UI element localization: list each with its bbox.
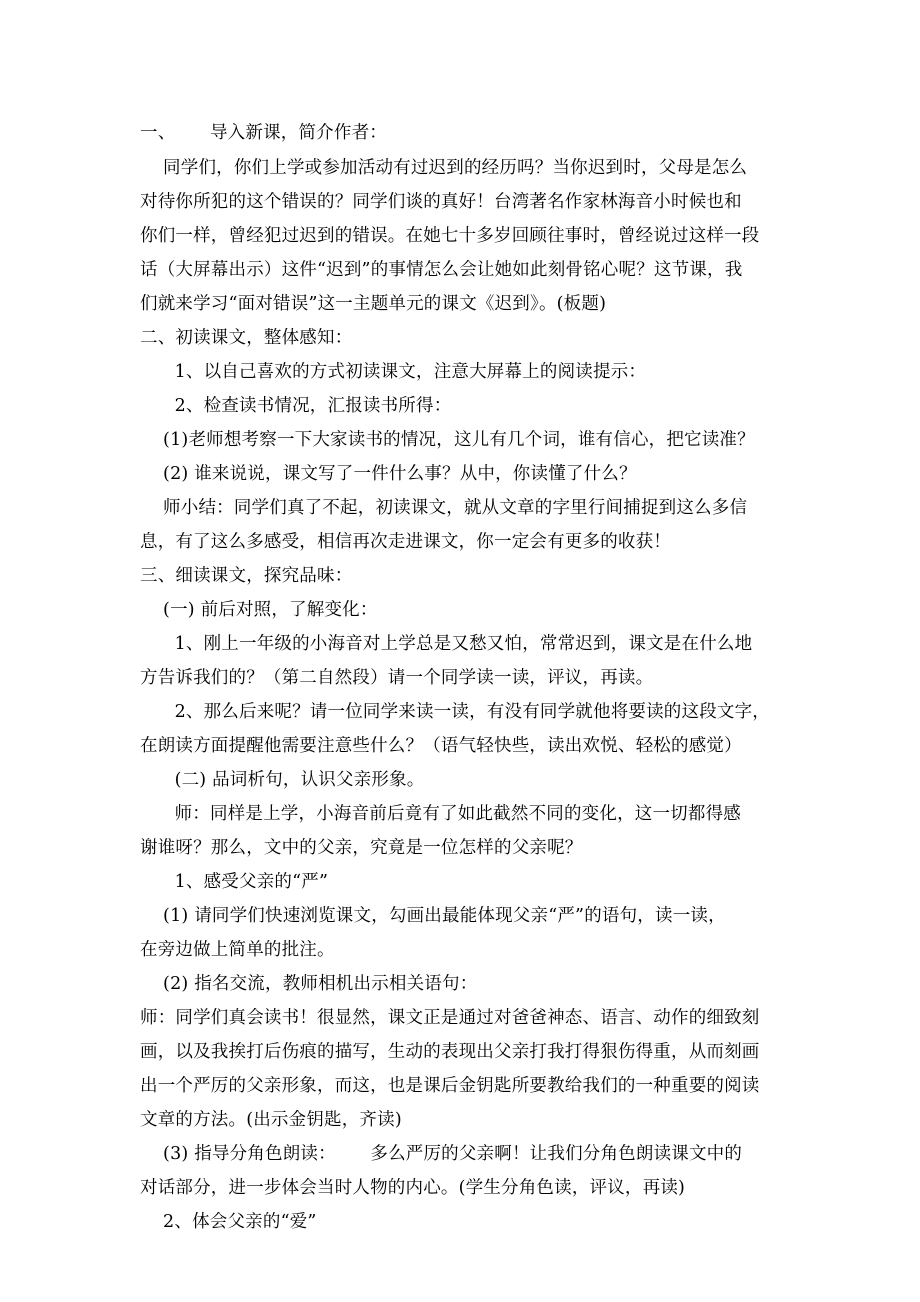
section-heading-1: 一、 导入新课，简介作者： bbox=[140, 123, 387, 143]
list-item: 2、检查读书情况，汇报读书所得： bbox=[140, 396, 452, 416]
list-item: (1)老师想考察一下大家读书的情况，这儿有几个词，谁有信心，把它读准？ bbox=[140, 430, 755, 450]
paragraph-line: 方告诉我们的？（第二自然段）请一个同学读一读，评议，再读。 bbox=[140, 668, 654, 688]
paragraph-line: 谢谁呀？那么，文中的父亲，究竟是一位怎样的父亲呢？ bbox=[140, 838, 583, 858]
paragraph-line: 出一个严厉的父亲形象，而这，也是课后金钥匙所要教给我们的一种重要的阅读 bbox=[140, 1076, 760, 1096]
paragraph-line: 同学们，你们上学或参加活动有过迟到的经历吗？当你迟到时，父母是怎么 bbox=[140, 158, 748, 178]
paragraph-line: 息，有了这么多感受，相信再次走进课文，你一定会有更多的收获！ bbox=[140, 532, 671, 552]
section-heading-3: 三、细读课文，探究品味： bbox=[140, 566, 353, 586]
paragraph-line: 在旁边做上简单的批注。 bbox=[140, 940, 335, 960]
paragraph-line: 文章的方法。(出示金钥匙，齐读) bbox=[140, 1110, 402, 1130]
paragraph-line: 们就来学习“面对错误”这一主题单元的课文《迟到》。(板题) bbox=[140, 294, 607, 314]
paragraph-line: 师：同学们真会读书！很显然，课文正是通过对爸爸神态、语言、动作的细致刻 bbox=[140, 1008, 760, 1028]
list-item: 1、感受父亲的“严” bbox=[140, 872, 329, 892]
paragraph-line: 画，以及我挨打后伤痕的描写，生动的表现出父亲打我打得狠伤得重，从而刻画 bbox=[140, 1042, 760, 1062]
list-item: 2、那么后来呢？请一位同学来读一读，有没有同学就他将要读的这段文字， bbox=[140, 702, 771, 722]
paragraph-line: 话（大屏幕出示）这件“迟到”的事情怎么会让她如此刻骨铭心呢？这节课，我 bbox=[140, 260, 743, 280]
list-item: 1、刚上一年级的小海音对上学总是又愁又怕，常常迟到，课文是在什么地 bbox=[140, 634, 753, 654]
list-item: 2、体会父亲的“爱” bbox=[140, 1212, 317, 1232]
paragraph-line: 对待你所犯的这个错误的？同学们谈的真好！台湾著名作家林海音小时候也和 bbox=[140, 192, 742, 212]
list-item: (3) 指导分角色朗读： 多么严厉的父亲啊！让我们分角色朗读课文中的 bbox=[140, 1144, 743, 1164]
paragraph-line: 师小结：同学们真了不起，初读课文，就从文章的字里行间捕捉到这么多信 bbox=[140, 498, 748, 518]
section-heading-2: 二、初读课文，整体感知： bbox=[140, 328, 353, 348]
list-item: (2) 谁来说说，课文写了一件什么事？从中，你读懂了什么？ bbox=[140, 464, 637, 484]
list-item: 1、以自己喜欢的方式初读课文，注意大屏幕上的阅读提示： bbox=[140, 362, 647, 382]
list-item: (1) 请同学们快速浏览课文，勾画出最能体现父亲“严”的语句，读一读， bbox=[140, 906, 726, 926]
paragraph-line: 在朗读方面提醒他需要注意些什么？（语气轻快些，读出欢悦、轻松的感觉） bbox=[140, 736, 742, 756]
paragraph-line: 对话部分，进一步体会当时人物的内心。(学生分角色读，评议，再读) bbox=[140, 1178, 686, 1198]
list-item: (2) 指名交流，教师相机出示相关语句： bbox=[140, 974, 478, 994]
paragraph-line: 你们一样，曾经犯过迟到的错误。在她七十多岁回顾往事时，曾经说过这样一段 bbox=[140, 226, 760, 246]
subsection-heading: (二) 品词析句，认识父亲形象。 bbox=[140, 770, 425, 790]
subsection-heading: (一) 前后对照，了解变化： bbox=[140, 600, 378, 620]
paragraph-line: 师：同样是上学，小海音前后竟有了如此截然不同的变化，这一切都得感 bbox=[140, 804, 741, 824]
